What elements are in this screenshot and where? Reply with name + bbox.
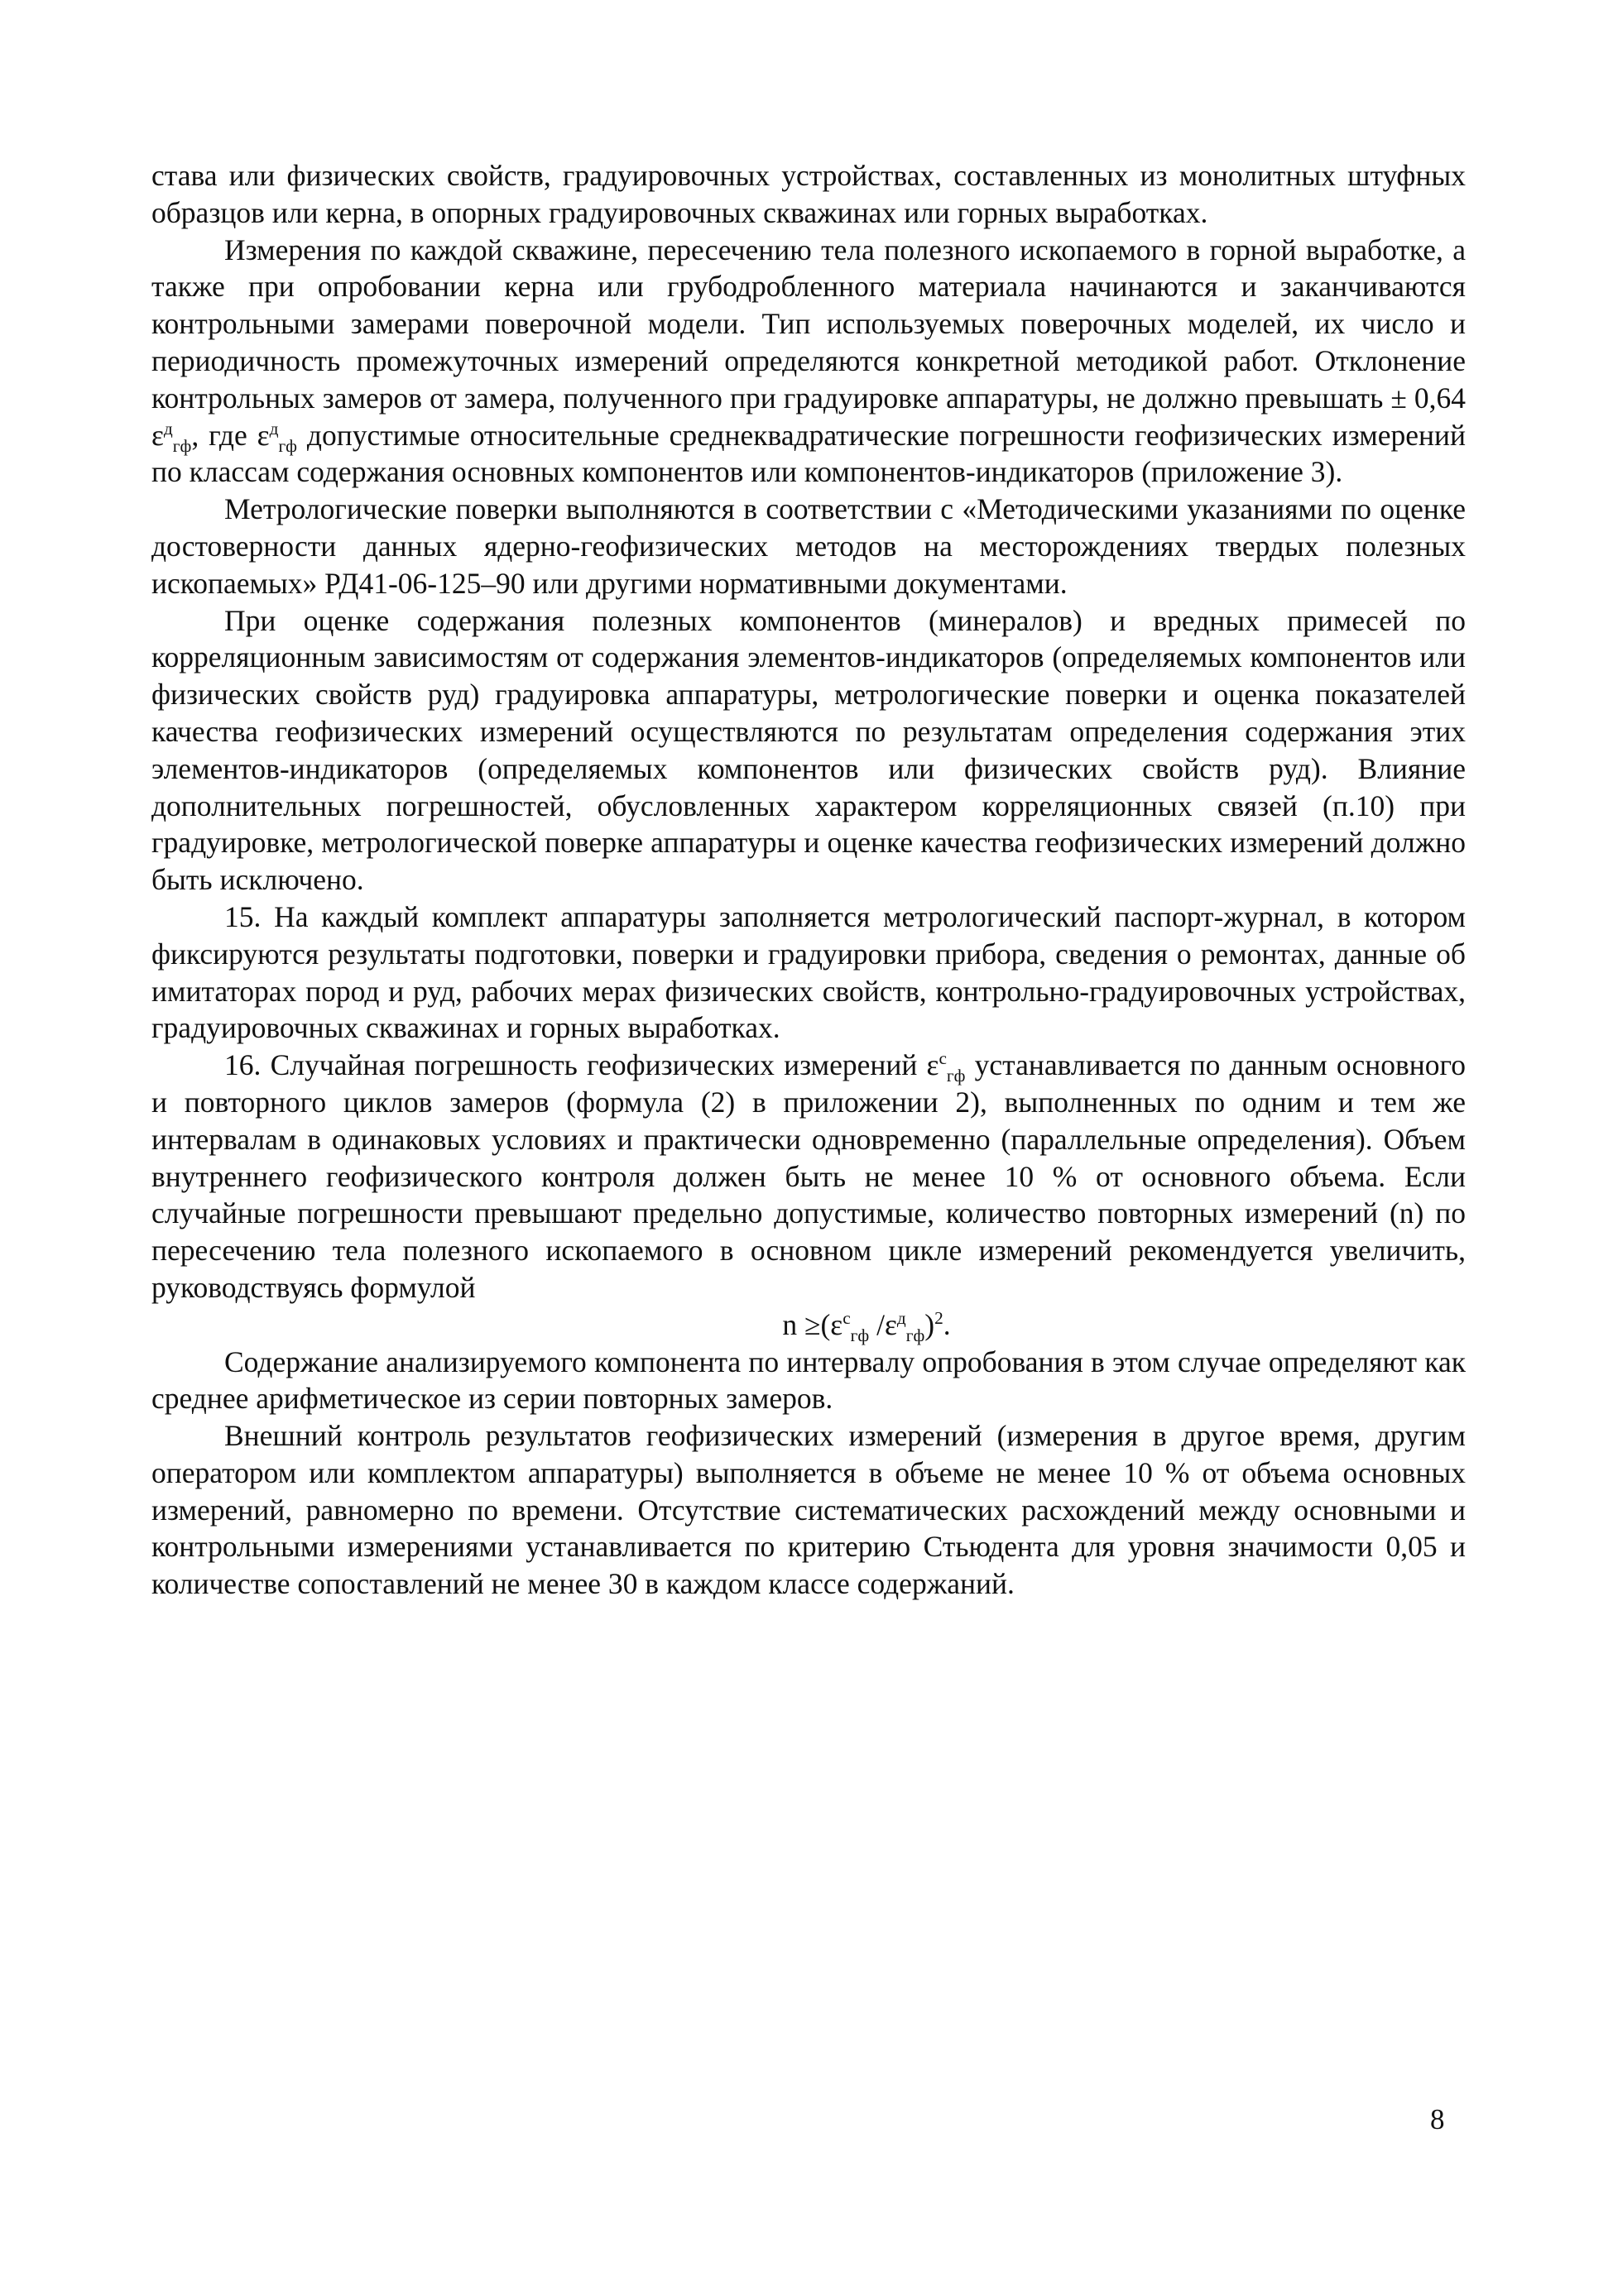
paragraph-1: става или физических свойств, градуировочных устройствах, составленных из монолитных штуфных образцов или керна, в опорных градуировочных скважинах или горных выработках. [151,159,1466,229]
formula-n: $n \ge(\varepsilon^с_{гф}$ $/\varepsilon^д_{гф})^2$. [782,1307,951,1345]
paragraph-8: Внешний контроль результатов геофизических измерений (измерения в другое время, другим оператором или комплектом аппаратуры) выполняется в объеме не менее 10 % от объема основных измерений, равномерно по времени. Отсутствие систематических расхождений между основными и контрольными измерениями устанавливается по критерию Стьюдента для уровня значимости 0,05 и количестве сопоставлений не менее 30 в каждом классе содержаний. [151,1419,1466,1601]
paragraph-5-item-15: 15. На каждый комплект аппаратуры заполняется метрологический паспорт-журнал, в котором фиксируются результаты подготовки, поверки и градуировки прибора, сведения о ремонтах, данные об имитаторах пород и руд, рабочих мерах физических свойств, контрольно-градуировочных устройствах, градуировочных скважинах и горных выработках. [151,899,1466,1045]
paragraph-3: Метрологические поверки выполняются в соответствии с «Методическими указаниями по оценке достоверности данных ядерно-геофизических методов на месторождениях твердых полезных ископаемых» РД41-06-125–90 или другими нормативными документами. [151,492,1466,600]
paragraph-2: Измерения по каждой скважине, пересечению тела полезного ископаемого в горной выработке, а также при опробовании керна или грубодробленного материала начинаются и заканчиваются контрольными замерами поверочной модели. Тип используемых поверочных моделей, их число и периодичность промежуточных измерений определяются конкретной методикой работ. Отклонение контрольных замеров от замера, полученного при градуировке аппаратуры, не должно превышать ± 0,64 $\varepsilon^д_{гф}$, где $\varepsilon^д_{гф}$ допустимые относительные среднеквадратические погрешности геофизических измерений по классам содержания основных компонентов или компонентов-индикаторов (приложение 3). [151,232,1466,489]
paragraph-6-item-16: 16. Случайная погрешность геофизических измерений $\varepsilon^с_{гф}$ устанавливается по данным основного и повторного циклов замеров (формула (2) в приложении 2), выполненных по одним и тем же интервалам в одинаковых условиях и практически одновременно (параллельные определения). Объем внутреннего геофизического контроля должен быть не менее 10 % от основного объема. Если случайные погрешности превышают предельно допустимые, количество повторных измерений (n) по пересечению тела полезного ископаемого в основном цикле измерений рекомендуется увеличить, руководствуясь формулой [151,1048,1466,1304]
paragraph-4: При оценке содержания полезных компонентов (минералов) и вредных примесей по корреляционным зависимостям от содержания элементов-индикаторов (определяемых компонентов или физических свойств руд) градуировка аппаратуры, метрологические поверки и оценка показателей качества геофизических измерений осуществляются по результатам определения содержания этих элементов-индикаторов (определяемых компонентов или физических свойств руд). Влияние дополнительных погрешностей, обусловленных характером корреляционных связей (п.10) при градуировке, метрологической поверке аппаратуры и оценке качества геофизических измерений должно быть исключено. [151,603,1466,897]
page-number: 8 [1430,2103,1445,2135]
document-page [151,157,1466,1603]
paragraph-7: Содержание анализируемого компонента по интервалу опробования в этом случае определяют как среднее арифметическое из серии повторных замеров. [151,1345,1466,1416]
